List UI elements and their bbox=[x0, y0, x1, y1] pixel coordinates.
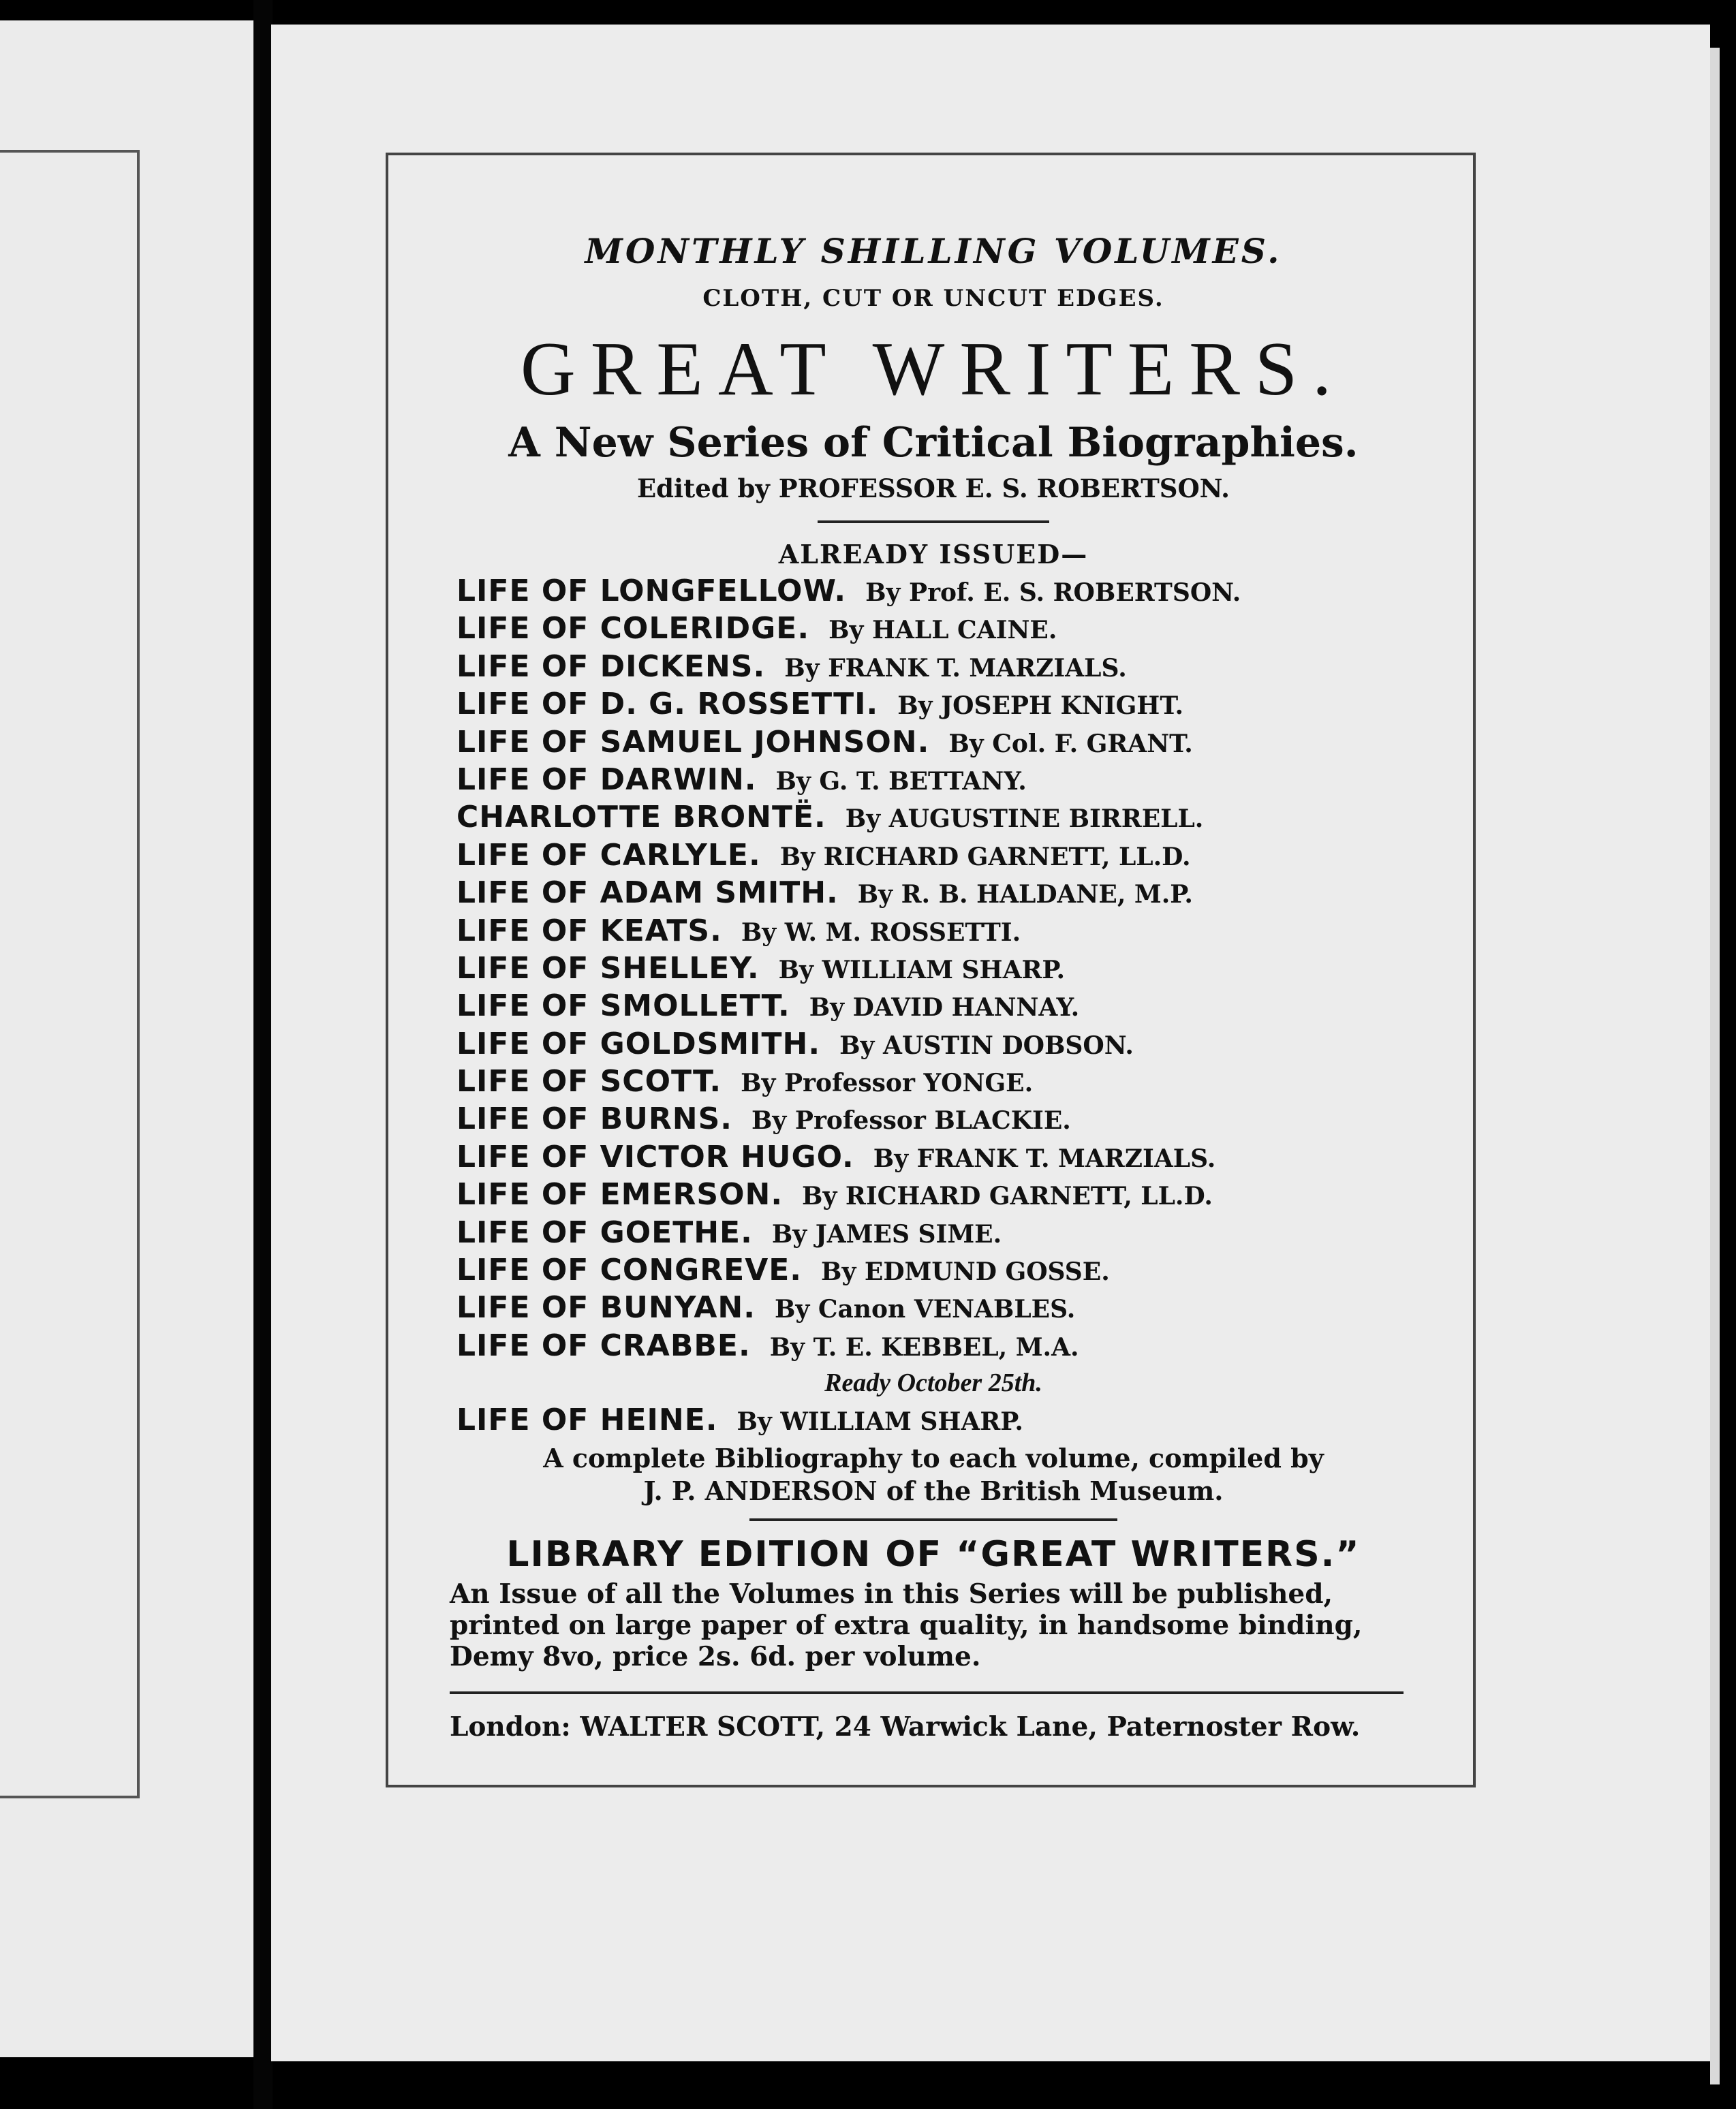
life-entry bbox=[456, 1289, 1431, 1326]
life-author: By Canon VENABLES. bbox=[774, 1295, 1076, 1324]
life-entry bbox=[456, 1214, 1431, 1251]
life-title: LIFE OF COLERIDGE. bbox=[456, 611, 810, 646]
life-author: By WILLIAM SHARP. bbox=[737, 1407, 1023, 1437]
life-title: LIFE OF CRABBE. bbox=[456, 1328, 751, 1363]
divider bbox=[818, 520, 1049, 523]
life-entry bbox=[456, 837, 1431, 874]
life-author: By WILLIAM SHARP. bbox=[778, 955, 1066, 984]
bibliography-line: J. P. ANDERSON of the British Museum. bbox=[643, 1475, 1224, 1506]
lives-list bbox=[456, 572, 1431, 1364]
life-title: LIFE OF LONGFELLOW. bbox=[456, 574, 847, 608]
life-entry bbox=[456, 987, 1431, 1025]
life-title: LIFE OF VICTOR HUGO. bbox=[456, 1139, 854, 1174]
life-title: LIFE OF CONGREVE. bbox=[456, 1253, 803, 1288]
publisher-imprint: London: WALTER SCOTT, 24 Warwick Lane, Paternoster Row. bbox=[450, 1710, 1361, 1743]
editor-line: Edited by PROFESSOR E. S. ROBERTSON. bbox=[636, 473, 1230, 503]
library-edition-heading: LIBRARY EDITION OF “GREAT WRITERS.” bbox=[506, 1533, 1361, 1575]
life-entry bbox=[456, 685, 1431, 723]
life-title: LIFE OF CARLYLE. bbox=[456, 837, 761, 873]
life-title: LIFE OF ADAM SMITH. bbox=[456, 875, 839, 911]
life-title: LIFE OF GOLDSMITH. bbox=[456, 1026, 821, 1061]
page-edge bbox=[1710, 48, 1720, 2084]
book-gutter bbox=[253, 0, 273, 2109]
life-author: By RICHARD GARNETT, LL.D. bbox=[802, 1182, 1213, 1211]
life-entry bbox=[456, 1176, 1431, 1213]
bibliography-note bbox=[436, 1442, 1431, 1507]
life-author: By G. T. BETTANY. bbox=[775, 766, 1027, 796]
life-title: LIFE OF KEATS. bbox=[456, 913, 722, 948]
series-subtitle: A New Series of Critical Biographies. bbox=[508, 419, 1359, 467]
life-author: By HALL CAINE. bbox=[828, 616, 1057, 645]
life-title: LIFE OF DICKENS. bbox=[456, 649, 766, 684]
life-author: By R. B. HALDANE, M.P. bbox=[857, 880, 1193, 909]
life-author: By AUSTIN DOBSON. bbox=[839, 1031, 1134, 1060]
life-title: LIFE OF D. G. ROSSETTI. bbox=[456, 687, 879, 722]
life-title: LIFE OF DARWIN. bbox=[456, 762, 757, 797]
life-title: LIFE OF HEINE. bbox=[456, 1403, 718, 1438]
life-entry bbox=[456, 648, 1431, 685]
life-entry bbox=[456, 1327, 1431, 1364]
life-author: By FRANK T. MARZIALS. bbox=[784, 653, 1127, 683]
library-edition-text bbox=[450, 1578, 1431, 1672]
life-author: By DAVID HANNAY. bbox=[809, 993, 1080, 1022]
life-author: By AUGUSTINE BIRRELL. bbox=[845, 804, 1204, 834]
life-entry bbox=[456, 572, 1431, 610]
life-author: By EDMUND GOSSE. bbox=[821, 1257, 1110, 1287]
life-author: By Professor BLACKIE. bbox=[751, 1106, 1071, 1136]
life-entry bbox=[456, 1100, 1431, 1138]
life-entry bbox=[456, 912, 1431, 950]
life-title: LIFE OF SAMUEL JOHNSON. bbox=[456, 724, 930, 760]
life-author: By Prof. E. S. ROBERTSON. bbox=[865, 578, 1241, 607]
life-author: By W. M. ROSSETTI. bbox=[741, 918, 1021, 947]
life-author: By T. E. KEBBEL, M.A. bbox=[769, 1332, 1079, 1362]
life-title: LIFE OF SHELLEY. bbox=[456, 950, 760, 986]
life-entry bbox=[456, 761, 1431, 798]
life-title: LIFE OF EMERSON. bbox=[456, 1177, 784, 1213]
life-title: LIFE OF GOETHE. bbox=[456, 1215, 753, 1250]
life-title: LIFE OF SMOLLETT. bbox=[456, 988, 790, 1024]
already-issued-heading: ALREADY ISSUED— bbox=[778, 539, 1089, 569]
cloth-line: CLOTH, CUT OR UNCUT EDGES. bbox=[702, 285, 1164, 312]
life-entry bbox=[456, 610, 1431, 647]
life-entry bbox=[456, 1025, 1431, 1063]
life-author: By FRANK T. MARZIALS. bbox=[873, 1144, 1216, 1173]
life-title: LIFE OF BURNS. bbox=[456, 1102, 732, 1137]
facing-page bbox=[0, 20, 253, 2057]
life-entry bbox=[456, 874, 1431, 911]
life-author: By RICHARD GARNETT, LL.D. bbox=[779, 842, 1191, 871]
life-author: By JOSEPH KNIGHT. bbox=[897, 691, 1184, 721]
library-line: Demy 8vo, price 2s. 6d. per volume. bbox=[450, 1640, 981, 1672]
life-entry bbox=[456, 1063, 1431, 1100]
bibliography-line: A complete Bibliography to each volume, compiled by bbox=[543, 1442, 1324, 1473]
life-entry bbox=[456, 1251, 1431, 1289]
ready-date: Ready October 25th. bbox=[824, 1369, 1042, 1398]
life-entry bbox=[456, 1138, 1431, 1176]
library-line: An Issue of all the Volumes in this Series will be published, bbox=[450, 1578, 1333, 1610]
life-title: CHARLOTTE BRONTË. bbox=[456, 800, 826, 835]
life-author: By JAMES SIME. bbox=[771, 1219, 1002, 1249]
facing-page-frame bbox=[0, 150, 140, 1798]
life-entry bbox=[456, 950, 1431, 987]
library-line: printed on large paper of extra quality, in handsome binding, bbox=[450, 1609, 1363, 1641]
divider bbox=[450, 1691, 1404, 1694]
life-entry bbox=[456, 798, 1431, 836]
life-author: By Professor YONGE. bbox=[741, 1069, 1034, 1098]
life-entry-heine bbox=[456, 1401, 1431, 1439]
divider bbox=[749, 1518, 1117, 1521]
life-title: LIFE OF SCOTT. bbox=[456, 1064, 722, 1099]
advertisement-content bbox=[436, 215, 1431, 1747]
series-title: GREAT WRITERS. bbox=[520, 327, 1347, 411]
life-title: LIFE OF BUNYAN. bbox=[456, 1290, 756, 1326]
life-entry bbox=[456, 723, 1431, 761]
life-author: By Col. F. GRANT. bbox=[948, 729, 1193, 758]
monthly-heading: MONTHLY SHILLING VOLUMES. bbox=[585, 231, 1282, 271]
